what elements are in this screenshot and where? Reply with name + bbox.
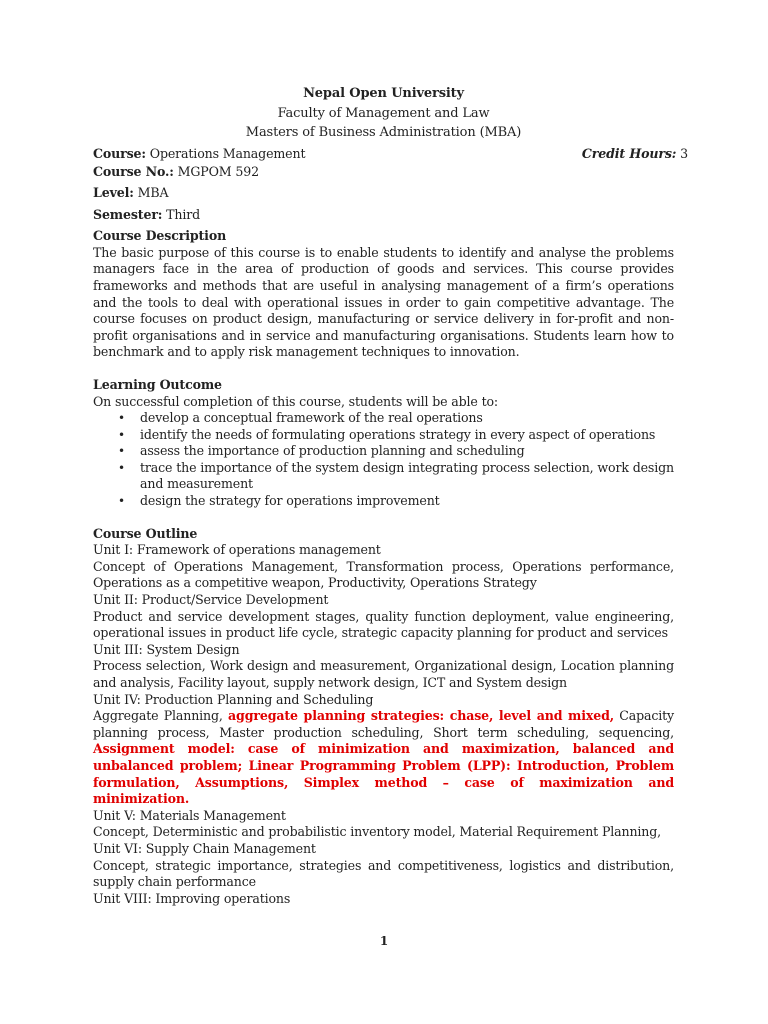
course-description-heading: Course Description (93, 228, 227, 244)
unit-6-text: Concept, strategic importance, strategies and competitiveness, logistics and distribution, supply chain performance (93, 857, 674, 890)
list-item: • develop a conceptual framework of the real operations (129, 410, 674, 427)
course-label: Course: (93, 145, 146, 161)
list-item: • identify the needs of formulating operations strategy in every aspect of operations (129, 427, 674, 444)
course-value: Operations Management (149, 145, 306, 161)
university-name: Nepal Open University (303, 86, 464, 101)
course-no-row (93, 164, 674, 181)
credit-label: Credit Hours: (581, 145, 677, 161)
unit-4-text-a: Aggregate Planning, (93, 708, 229, 724)
learning-outcome-heading: Learning Outcome (93, 376, 222, 392)
unit-6-title: Unit VI: Supply Chain Management (93, 840, 316, 856)
level-value: MBA (137, 184, 169, 200)
page-number: 1 (379, 934, 389, 948)
unit-4-text (93, 708, 674, 808)
unit-4-text-b: Capacity planning process, Master production scheduling, Short term scheduling, sequencing, (93, 708, 675, 740)
course-description-text: The basic purpose of this course is to enable students to identify and analyse the problems managers face in the area of production of goods and services. This course provides frameworks and methods that are useful in analysing management of a firm’s operations and the tools to deal with operational issues in order to gain competitive advantage. The course focuses on product design, manufacturing or service delivery in for-profit and non-profit organisations and in service and manufacturing organisations. Students learn how to benchmark and to apply risk management techniques to innovation. (93, 244, 674, 360)
spacer (93, 510, 674, 526)
course-no-value: MGPOM 592 (177, 164, 259, 180)
unit-4-highlight-1: aggregate planning strategies: chase, level and mixed, (228, 708, 614, 724)
unit-3-text: Process selection, Work design and measurement, Organizational design, Location planning and analysis, Facility layout, supply network design, ICT and System design (93, 658, 674, 690)
list-item: • design the strategy for operations improvement (129, 493, 674, 510)
level-row (93, 185, 674, 202)
learning-outcome-intro: On successful completion of this course, students will be able to: (93, 393, 499, 409)
faculty-name: Faculty of Management and Law (277, 105, 490, 121)
unit-1-title: Unit I: Framework of operations management (93, 542, 381, 558)
course-field (93, 146, 305, 163)
unit-2-title: Unit II: Product/Service Development (93, 592, 329, 608)
unit-2-text: Product and service development stages, quality function deployment, value engineering, operational issues in product life cycle, strategic capacity planning for product and services (93, 608, 674, 641)
list-item: • trace the importance of the system design integrating process selection, work design and measurement (129, 460, 674, 493)
course-outline-heading: Course Outline (93, 525, 198, 541)
spacer (93, 361, 674, 377)
credit-value: 3 (680, 145, 688, 161)
learning-outcome-list (93, 410, 674, 510)
credit-field (582, 146, 688, 163)
level-label: Level: (93, 184, 134, 200)
semester-row (93, 207, 674, 224)
unit-5-title: Unit V: Materials Management (93, 807, 286, 823)
list-item: • assess the importance of production planning and scheduling (129, 443, 674, 460)
unit-5-text: Concept, Deterministic and probabilistic inventory model, Material Requirement Planning, (93, 824, 662, 840)
semester-label: Semester: (93, 206, 163, 222)
unit-4-title: Unit IV: Production Planning and Scheduling (93, 691, 374, 707)
course-no-label: Course No.: (93, 164, 174, 180)
unit-4-highlight-2: Assignment model: case of minimization and maximization, balanced and unbalanced problem; Linear Programming Problem (LPP): Introduction, Problem formulation, Assumptions, Simplex method – case of maximization and minimization. (93, 741, 674, 807)
semester-value: Third (166, 206, 201, 222)
course-row (93, 145, 688, 163)
document-body (93, 86, 688, 907)
unit-8-title: Unit VIII: Improving operations (93, 890, 291, 906)
unit-1-text: Concept of Operations Management, Transformation process, Operations performance, Operations as a competitive weapon, Productivity, Operations Strategy (93, 558, 674, 591)
program-name: Masters of Business Administration (MBA) (245, 125, 522, 141)
unit-3-title: Unit III: System Design (93, 641, 240, 657)
